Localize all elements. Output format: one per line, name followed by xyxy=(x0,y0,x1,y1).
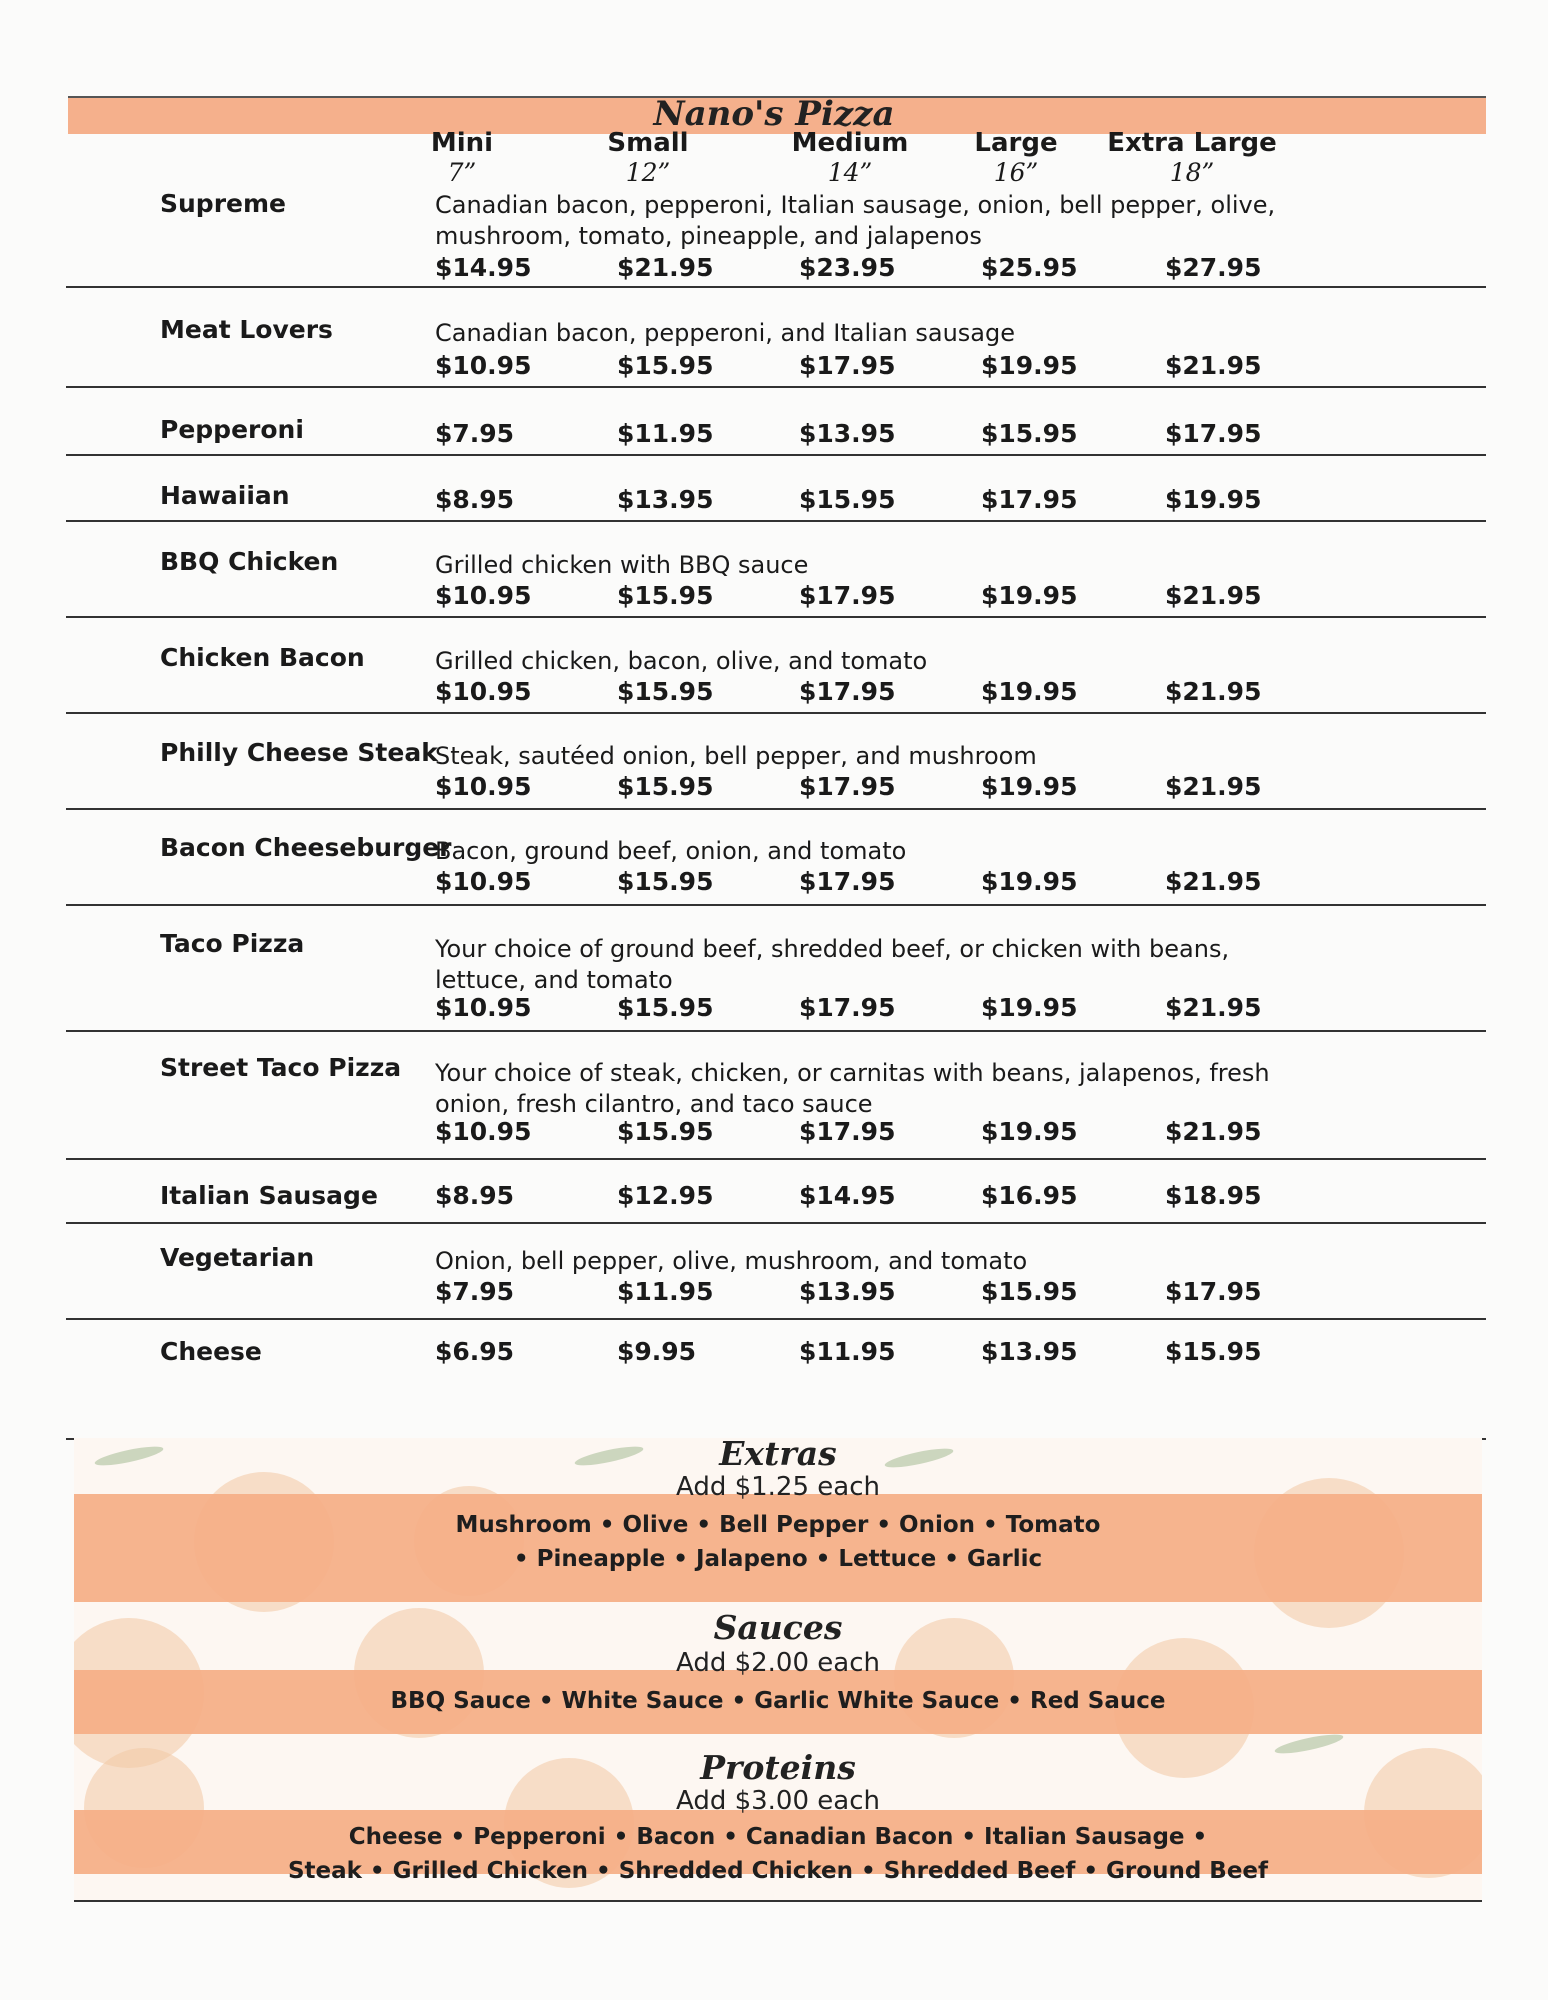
row-divider xyxy=(66,386,1486,388)
price-large: $25.95 xyxy=(981,253,1078,282)
item-name: Taco Pizza xyxy=(160,929,305,958)
size-name: Mini xyxy=(430,128,494,158)
price-small: $15.95 xyxy=(617,581,714,610)
price-extra-large: $21.95 xyxy=(1165,1117,1262,1146)
price-small: $15.95 xyxy=(617,1117,714,1146)
row-divider xyxy=(66,616,1486,618)
price-extra-large: $15.95 xyxy=(1165,1337,1262,1366)
add-ons-section xyxy=(74,1438,1482,1900)
item-name: Chicken Bacon xyxy=(160,643,365,672)
price-medium: $17.95 xyxy=(799,581,896,610)
extras-title: Extras xyxy=(719,1438,837,1473)
price-mini: $6.95 xyxy=(435,1337,515,1366)
sauces-list: BBQ Sauce • White Sauce • Garlic White Sauce • Red Sauce xyxy=(390,1688,1166,1714)
item-name: Italian Sausage xyxy=(160,1181,378,1210)
item-description: Grilled chicken, bacon, olive, and tomato xyxy=(435,647,928,675)
item-name: Bacon Cheeseburger xyxy=(160,833,452,862)
item-name: Cheese xyxy=(160,1337,262,1366)
price-large: $15.95 xyxy=(981,1277,1078,1306)
size-name: Medium xyxy=(791,128,909,158)
size-name: Extra Large xyxy=(1107,128,1277,158)
row-divider xyxy=(66,712,1486,714)
price-medium: $17.95 xyxy=(799,867,896,896)
price-extra-large: $21.95 xyxy=(1165,677,1262,706)
item-name: Street Taco Pizza xyxy=(160,1053,402,1082)
price-extra-large: $17.95 xyxy=(1165,1277,1262,1306)
price-large: $13.95 xyxy=(981,1337,1078,1366)
price-medium: $17.95 xyxy=(799,677,896,706)
proteins-list-line2: Steak • Grilled Chicken • Shredded Chicken • Shredded Beef • Ground Beef xyxy=(287,1858,1269,1884)
price-small: $9.95 xyxy=(617,1337,697,1366)
price-medium: $11.95 xyxy=(799,1337,896,1366)
bottom-divider xyxy=(74,1900,1482,1902)
price-extra-large: $18.95 xyxy=(1165,1181,1262,1210)
price-mini: $10.95 xyxy=(435,581,532,610)
size-inches: 14” xyxy=(827,158,873,187)
price-extra-large: $27.95 xyxy=(1165,253,1262,282)
row-divider xyxy=(66,904,1486,906)
price-small: $13.95 xyxy=(617,485,714,514)
proteins-title: Proteins xyxy=(700,1748,856,1787)
price-large: $15.95 xyxy=(981,419,1078,448)
item-description: Your choice of steak, chicken, or carnitas with beans, jalapenos, fresh onion, fresh cilantro, and taco sauce xyxy=(435,1059,1270,1118)
price-large: $19.95 xyxy=(981,581,1078,610)
proteins-price: Add $3.00 each xyxy=(675,1786,880,1816)
price-extra-large: $21.95 xyxy=(1165,581,1262,610)
price-small: $12.95 xyxy=(617,1181,714,1210)
price-small: $15.95 xyxy=(617,772,714,801)
price-small: $15.95 xyxy=(617,867,714,896)
item-name: Supreme xyxy=(160,189,286,218)
price-small: $15.95 xyxy=(617,993,714,1022)
price-large: $16.95 xyxy=(981,1181,1078,1210)
item-name: BBQ Chicken xyxy=(160,547,339,576)
item-description: Grilled chicken with BBQ sauce xyxy=(435,551,809,579)
extras-list-line1: Mushroom • Olive • Bell Pepper • Onion • Tomato xyxy=(455,1512,1101,1538)
item-name: Hawaiian xyxy=(160,481,290,510)
price-mini: $8.95 xyxy=(435,1181,515,1210)
price-extra-large: $21.95 xyxy=(1165,351,1262,380)
price-medium: $17.95 xyxy=(799,993,896,1022)
item-description: Steak, sautéed onion, bell pepper, and mushroom xyxy=(435,742,1037,770)
size-header-mini xyxy=(362,128,562,188)
price-large: $19.95 xyxy=(981,351,1078,380)
row-divider xyxy=(66,1318,1486,1320)
price-mini: $7.95 xyxy=(435,1277,515,1306)
price-large: $19.95 xyxy=(981,867,1078,896)
price-mini: $10.95 xyxy=(435,351,532,380)
proteins-list-line1: Cheese • Pepperoni • Bacon • Canadian Bacon • Italian Sausage • xyxy=(348,1824,1208,1850)
price-medium: $13.95 xyxy=(799,1277,896,1306)
row-divider xyxy=(66,454,1486,456)
price-medium: $13.95 xyxy=(799,419,896,448)
price-mini: $10.95 xyxy=(435,772,532,801)
row-divider xyxy=(66,1030,1486,1032)
size-inches: 12” xyxy=(625,158,671,187)
size-header-small xyxy=(548,128,748,188)
size-name: Small xyxy=(607,128,689,158)
price-medium: $17.95 xyxy=(799,351,896,380)
price-mini: $10.95 xyxy=(435,1117,532,1146)
row-divider xyxy=(66,808,1486,810)
price-medium: $23.95 xyxy=(799,253,896,282)
extras-list-line2: • Pineapple • Jalapeno • Lettuce • Garlic xyxy=(513,1546,1043,1572)
item-name: Philly Cheese Steak xyxy=(160,738,438,767)
price-extra-large: $19.95 xyxy=(1165,485,1262,514)
price-extra-large: $17.95 xyxy=(1165,419,1262,448)
size-inches: 18” xyxy=(1169,158,1215,187)
price-large: $19.95 xyxy=(981,677,1078,706)
price-small: $11.95 xyxy=(617,419,714,448)
price-extra-large: $21.95 xyxy=(1165,772,1262,801)
extras-price: Add $1.25 each xyxy=(675,1472,880,1502)
price-mini: $7.95 xyxy=(435,419,515,448)
price-mini: $8.95 xyxy=(435,485,515,514)
price-medium: $14.95 xyxy=(799,1181,896,1210)
item-description: Your choice of ground beef, shredded beef, or chicken with beans, lettuce, and tomato xyxy=(435,935,1230,994)
price-extra-large: $21.95 xyxy=(1165,993,1262,1022)
row-divider xyxy=(66,1158,1486,1160)
size-inches: 16” xyxy=(993,158,1039,187)
price-medium: $15.95 xyxy=(799,485,896,514)
price-large: $17.95 xyxy=(981,485,1078,514)
item-description: Canadian bacon, pepperoni, Italian sausage, onion, bell pepper, olive, mushroom, tomato, pineapple, and jalapenos xyxy=(435,191,1276,250)
price-small: $15.95 xyxy=(617,351,714,380)
item-description: Canadian bacon, pepperoni, and Italian sausage xyxy=(435,319,1016,347)
size-header-large xyxy=(916,128,1116,188)
price-extra-large: $21.95 xyxy=(1165,867,1262,896)
sauces-title: Sauces xyxy=(713,1608,843,1647)
price-mini: $10.95 xyxy=(435,677,532,706)
price-mini: $10.95 xyxy=(435,993,532,1022)
size-header-extra-large xyxy=(1092,128,1292,188)
price-small: $21.95 xyxy=(617,253,714,282)
price-large: $19.95 xyxy=(981,1117,1078,1146)
item-description: Onion, bell pepper, olive, mushroom, and tomato xyxy=(435,1247,1028,1275)
size-inches: 7” xyxy=(447,158,477,187)
row-divider xyxy=(66,286,1486,288)
price-mini: $14.95 xyxy=(435,253,532,282)
menu-title: Nano's Pizza xyxy=(653,94,895,134)
price-medium: $17.95 xyxy=(799,772,896,801)
item-name: Meat Lovers xyxy=(160,315,333,344)
price-mini: $10.95 xyxy=(435,867,532,896)
price-medium: $17.95 xyxy=(799,1117,896,1146)
size-name: Large xyxy=(974,128,1058,158)
row-divider xyxy=(66,1222,1486,1224)
price-small: $11.95 xyxy=(617,1277,714,1306)
item-name: Pepperoni xyxy=(160,415,304,444)
price-large: $19.95 xyxy=(981,772,1078,801)
price-small: $15.95 xyxy=(617,677,714,706)
row-divider xyxy=(66,520,1486,522)
item-description: Bacon, ground beef, onion, and tomato xyxy=(435,837,907,865)
sauces-price: Add $2.00 each xyxy=(675,1648,880,1678)
price-large: $19.95 xyxy=(981,993,1078,1022)
item-name: Vegetarian xyxy=(160,1243,315,1272)
